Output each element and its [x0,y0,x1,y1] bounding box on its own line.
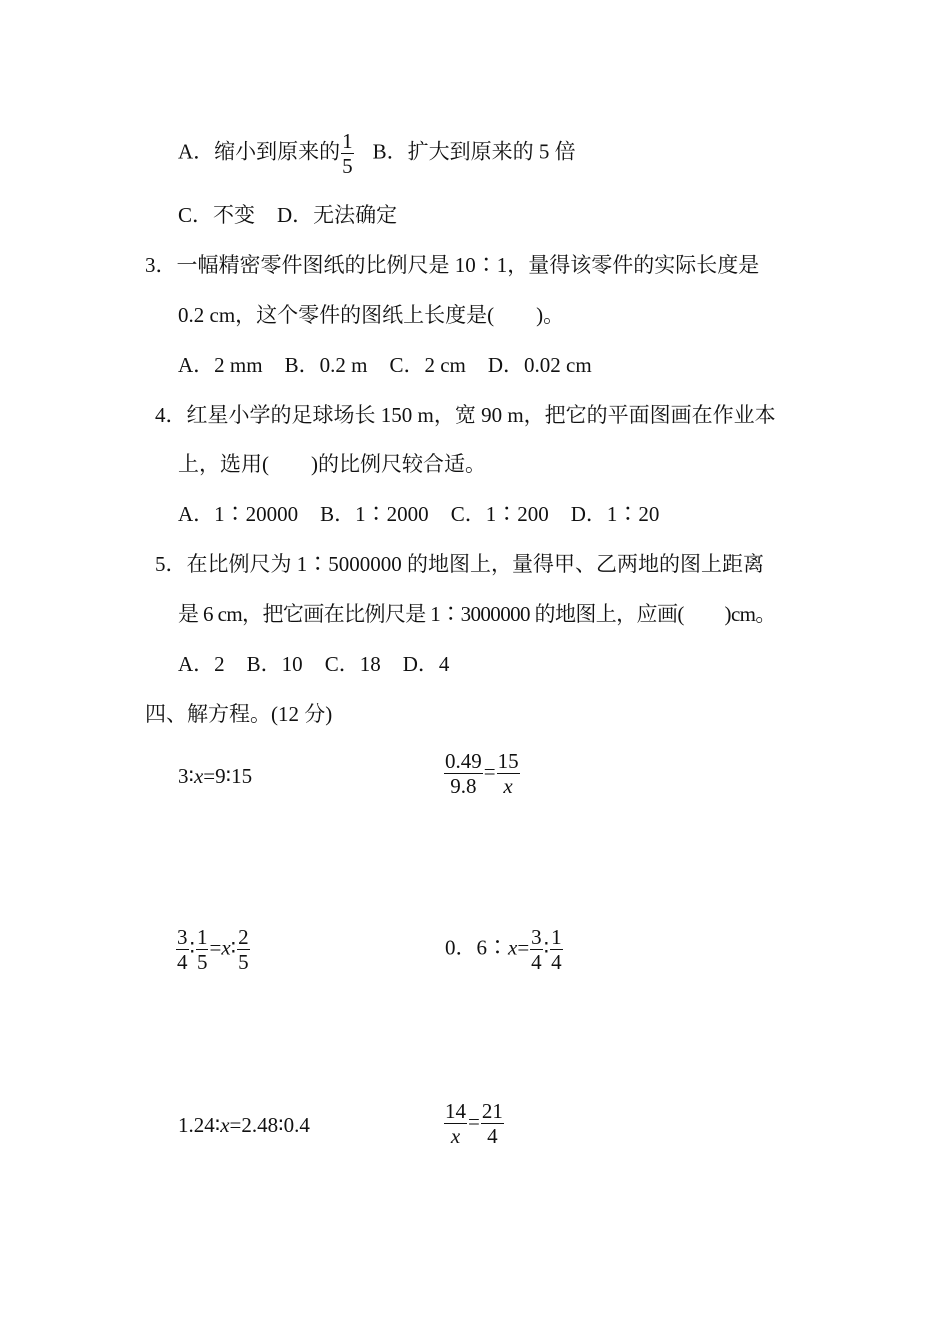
q2-option-d: D．无法确定 [277,203,398,227]
equation-1: 3∶x=9∶15 [178,764,253,788]
q3-line-2: 0.2 cm，这个零件的图纸上长度是( )。 [178,303,565,327]
equation-4: 0．6∶x= $\frac{3}{4}$ ∶ $\frac{1}{4}$ [445,925,562,975]
q4-options [178,504,659,525]
q4-option-a: A．1∶20000 [178,502,299,526]
q5-options [178,654,449,675]
q5-line-2: 是 6 cm，把它画在比例尺是 1∶3000000 的地图上，应画( )cm。 [178,602,776,626]
q4-option-c: C．1∶200 [450,502,549,526]
section-4-title: 四、解方程。(12 分) [145,702,333,726]
q4-line-1: 4．红星小学的足球场长 150 m，宽 90 m，把它的平面图画在作业本 [155,403,776,427]
q3-option-c: C．2 cm [389,353,466,377]
q2-option-b: B．扩大到原来的 5 倍 [372,139,576,164]
q5-option-d: D．4 [402,652,450,676]
q3-line-1: 3．一幅精密零件图纸的比例尺是 10∶1，量得该零件的实际长度是 [145,253,760,277]
q2-option-a: A．缩小到原来的 [178,139,341,164]
q2-option-row-2 [178,205,397,226]
q3-option-a: A．2 mm [178,353,263,377]
equation-3: $\frac{3}{4}$ ∶ $\frac{1}{5}$ =x∶ $\frac{2}{5}$ [177,925,249,975]
q4-option-d: D．1∶20 [570,502,660,526]
q5-line-1: 5．在比例尺为 1∶5000000 的地图上，量得甲、乙两地的图上距离 [155,552,764,576]
q3-option-b: B．0.2 m [284,353,368,377]
q5-option-b: B．10 [246,652,303,676]
q5-option-a: A．2 [178,652,225,676]
q3-options [178,355,592,376]
equation-5: 1.24∶x=2.48∶0.4 [178,1113,310,1137]
q4-line-2: 上，选用( )的比例尺较合适。 [178,452,486,476]
q3-option-d: D．0.02 cm [487,353,592,377]
q2-option-c: C．不变 [178,203,256,227]
equation-2: $\frac{0.49}{9.8}$ = $\frac{15}{x}$ [445,749,519,799]
q4-option-b: B．1∶2000 [320,502,429,526]
equation-6: $\frac{14}{x}$ = $\frac{21}{4}$ [445,1099,503,1149]
q2-option-a-fraction: $\frac{1}{5}$ [342,129,353,179]
q2-option-row-1 [178,130,576,177]
q5-option-c: C．18 [324,652,381,676]
